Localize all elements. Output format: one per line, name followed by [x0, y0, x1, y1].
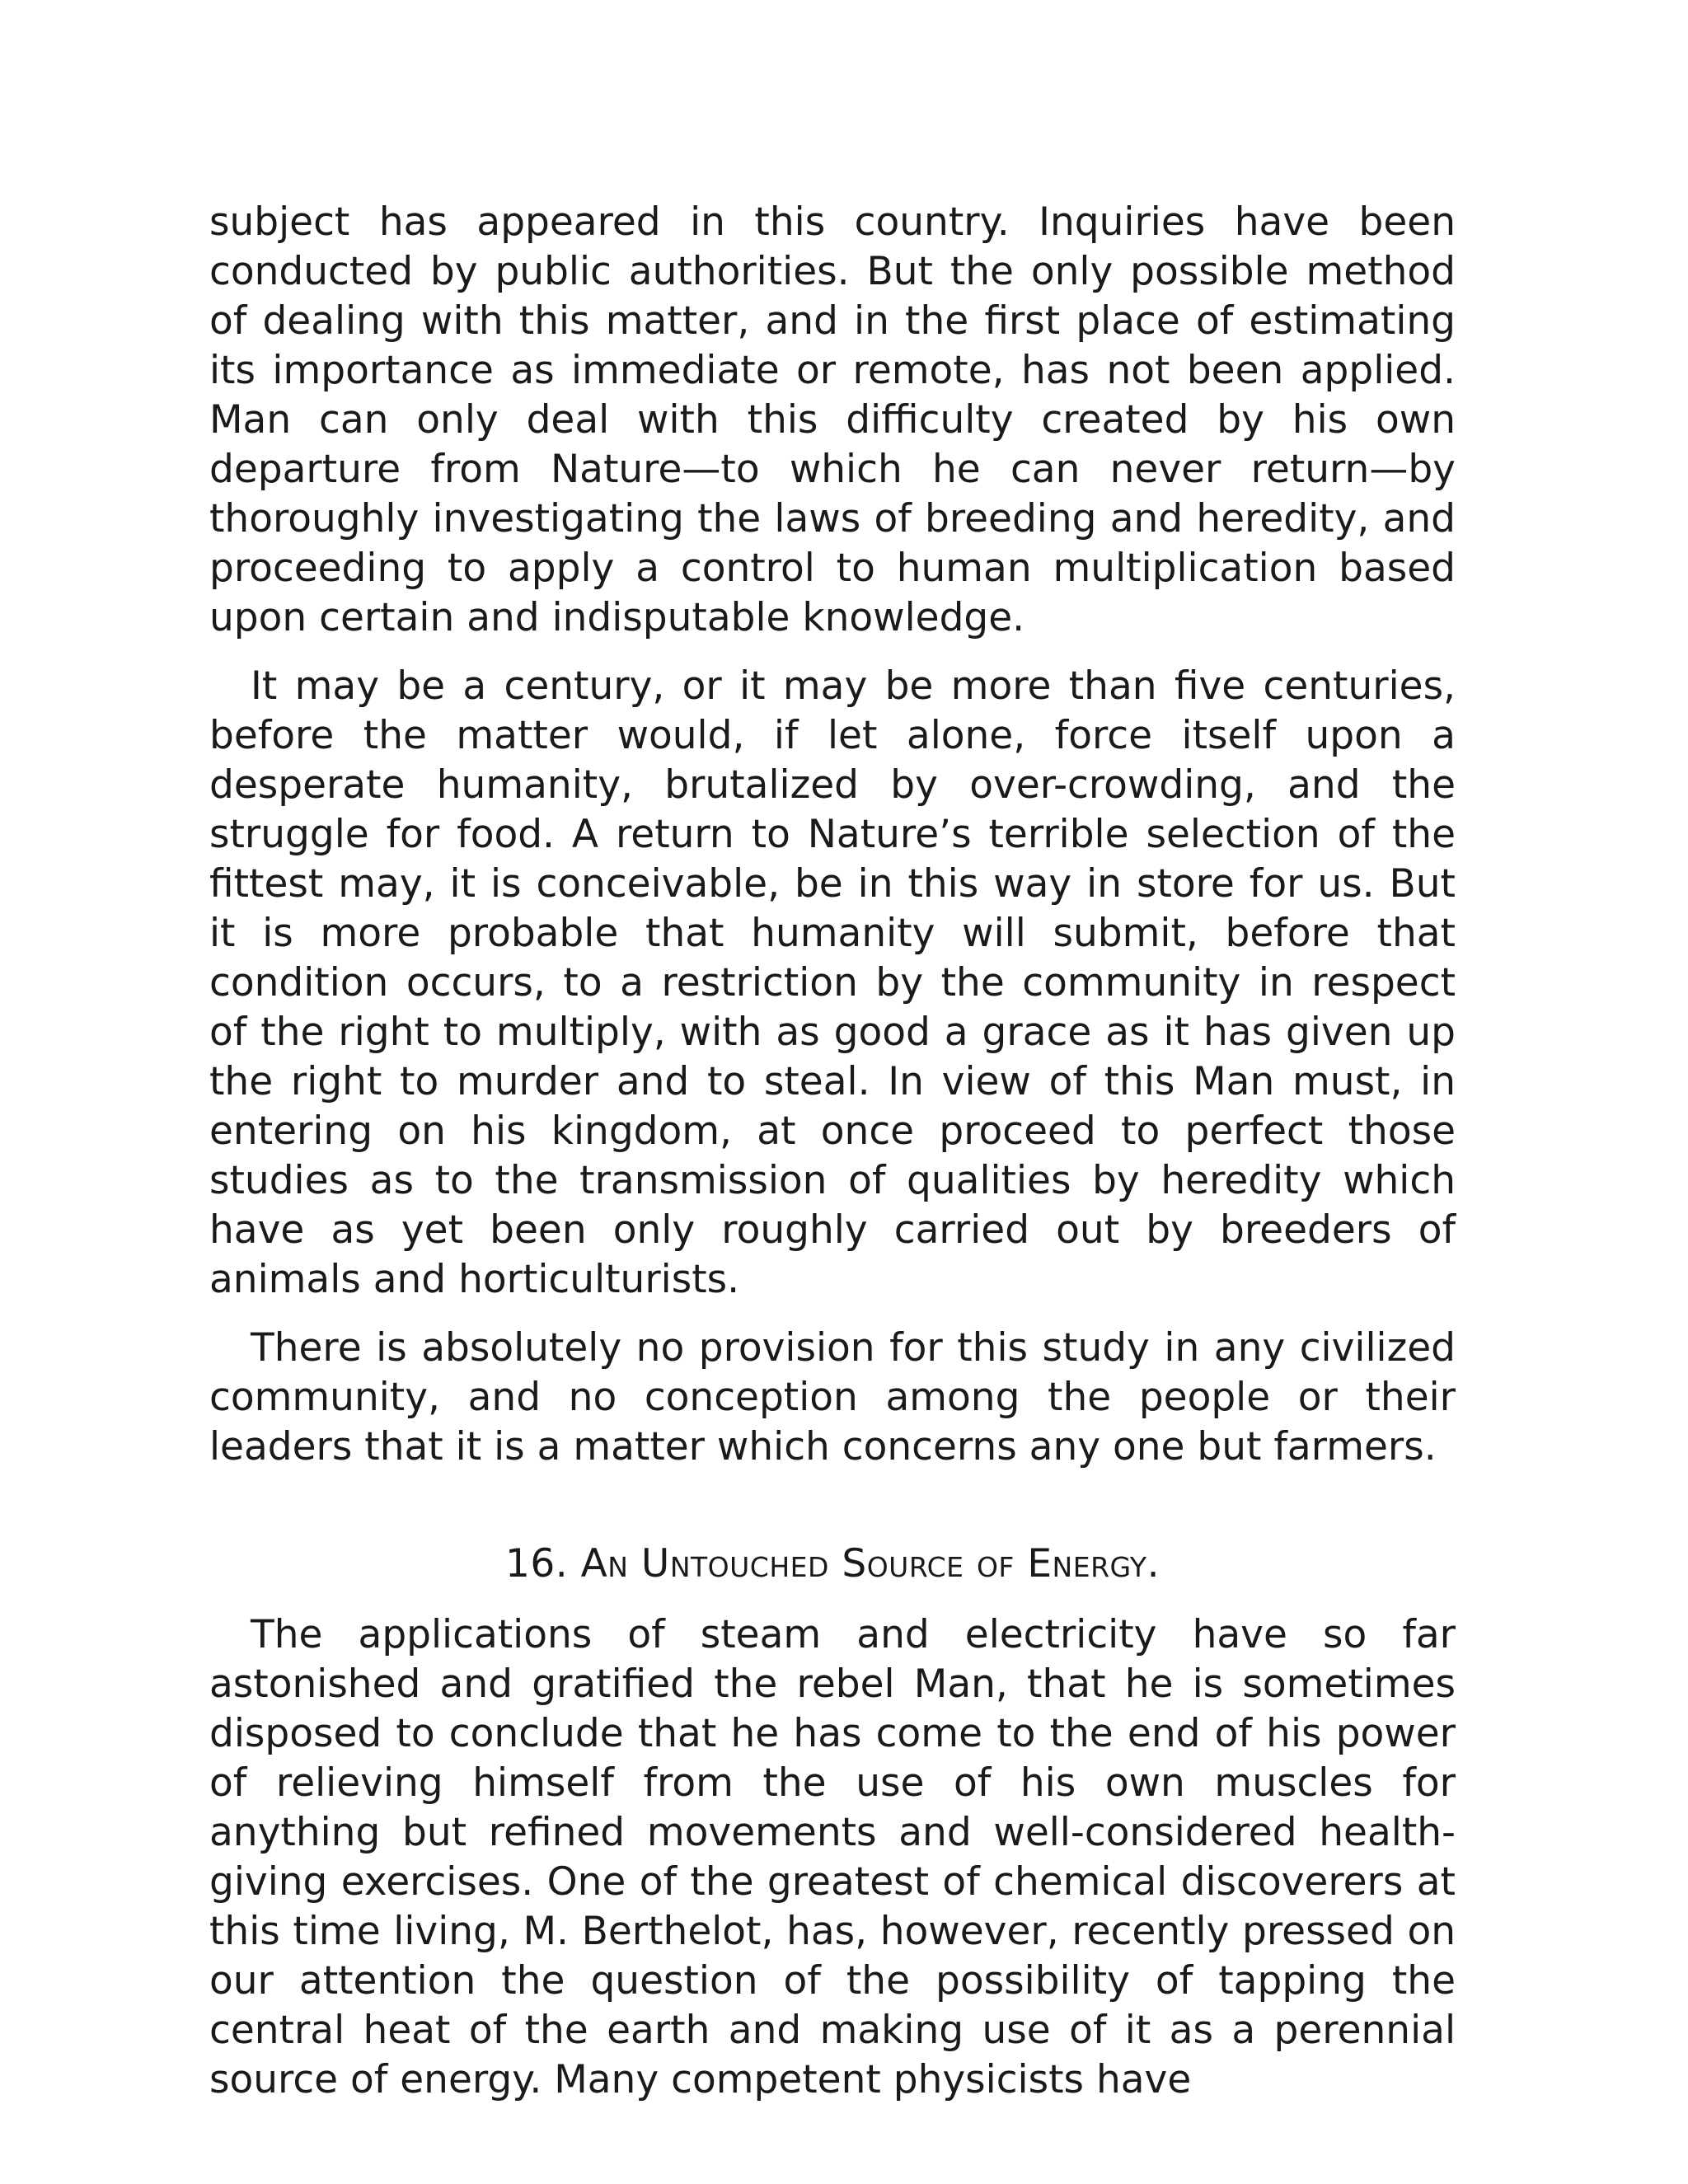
paragraph-1: subject has appeared in this country. Inquiries have been conducted by public authorities. But the only possible method of dealing with this matter, and in the first place of estimating its importance as immediate or remote, has not been applied. Man can only deal with this difficulty created by his own departure from Nature—to which he can never return—by thoroughly investigating the laws of breeding and heredity, and proceeding to apply a control to human multiplication based upon certain and indisputable knowledge.: [209, 199, 1456, 640]
section-heading: 16. An Untouched Source of Energy.: [504, 1541, 1160, 1586]
paragraph-3: There is absolutely no provision for this study in any civilized community, and no conception among the people or their leaders that it is a matter which concerns any one but farmers.: [209, 1325, 1456, 1469]
page-body: [209, 198, 1456, 2105]
paragraph-2: It may be a century, or it may be more than five centuries, before the matter would, if let alone, force itself upon a desperate humanity, brutalized by over-crowding, and the struggle for food. A return to Nature’s terrible selection of the fittest may, it is conceivable, be in this way in store for us. But it is more probable that humanity will submit, before that condition occurs, to a restriction by the community in respect of the right to multiply, with as good a grace as it has given up the right to murder and to steal. In view of this Man must, in entering on his kingdom, at once proceed to perfect those studies as to the transmission of qualities by heredity which have as yet been only roughly carried out by breeders of animals and horticulturists.: [209, 663, 1456, 1302]
paragraph-4: The applications of steam and electricity have so far astonished and gratified the rebel Man, that he is sometimes disposed to conclude that he has come to the end of his power of relieving himself from the use of his own muscles for anything but refined movements and well-considered health-giving exercises. One of the greatest of chemical discoverers at this time living, M. Berthelot, has, however, recently pressed on our attention the question of the possibility of tapping the central heat of the earth and making use of it as a perennial source of energy. Many competent physicists have: [209, 1612, 1456, 2102]
